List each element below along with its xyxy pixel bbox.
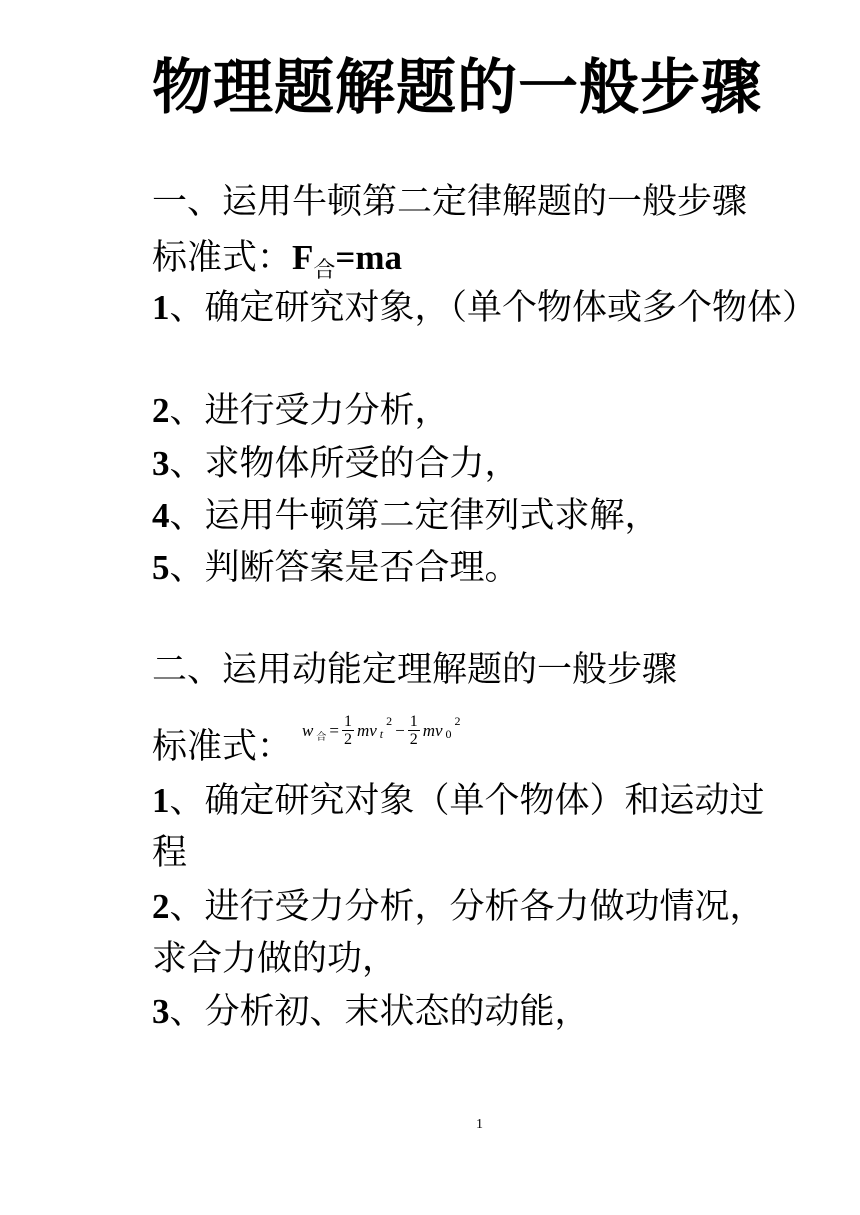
section1-step-4: 4、运用牛顿第二定律列式求解， xyxy=(152,496,660,536)
formula-F: F xyxy=(292,238,314,277)
section1-step-2: 2、进行受力分析， xyxy=(152,391,450,431)
formula-sub: 合 xyxy=(313,258,336,283)
fraction-half: $\frac{1}{2}$ xyxy=(343,713,352,748)
section1-step-1: 1、确定研究对象，（单个物体或多个物体） xyxy=(152,288,818,328)
work-energy-formula: w 合 = $\frac{1}{2}$ mv t 2 − $\frac{1}{2}$ mv 0 2 xyxy=(302,713,461,748)
section2-step-2: 2、进行受力分析，分析各力做功情况， xyxy=(152,887,765,927)
formula-rest: =ma xyxy=(335,238,403,277)
section2-step-1: 1、确定研究对象（单个物体）和运动过 xyxy=(152,781,765,821)
section2-formula-label: 标准式： xyxy=(152,727,293,767)
section1-heading: 一、运用牛顿第二定律解题的一般步骤 xyxy=(152,182,748,222)
section2-step-2-cont: 求合力做的功， xyxy=(152,939,398,979)
section1-formula xyxy=(152,236,402,285)
section2-heading: 二、运用动能定理解题的一般步骤 xyxy=(152,650,678,690)
section1-step-3: 3、求物体所受的合力， xyxy=(152,444,520,484)
section2-step-3: 3、分析初、末状态的动能， xyxy=(152,992,590,1032)
section1-step-5: 5、判断答案是否合理。 xyxy=(152,548,520,588)
page-title: 物理题解题的一般步骤 xyxy=(152,53,762,123)
fraction-half-2: $\frac{1}{2}$ xyxy=(409,713,418,748)
page-number: 1 xyxy=(476,1117,483,1132)
formula-label: 标准式： xyxy=(152,238,293,278)
section2-step-1-cont: 程 xyxy=(152,833,188,873)
